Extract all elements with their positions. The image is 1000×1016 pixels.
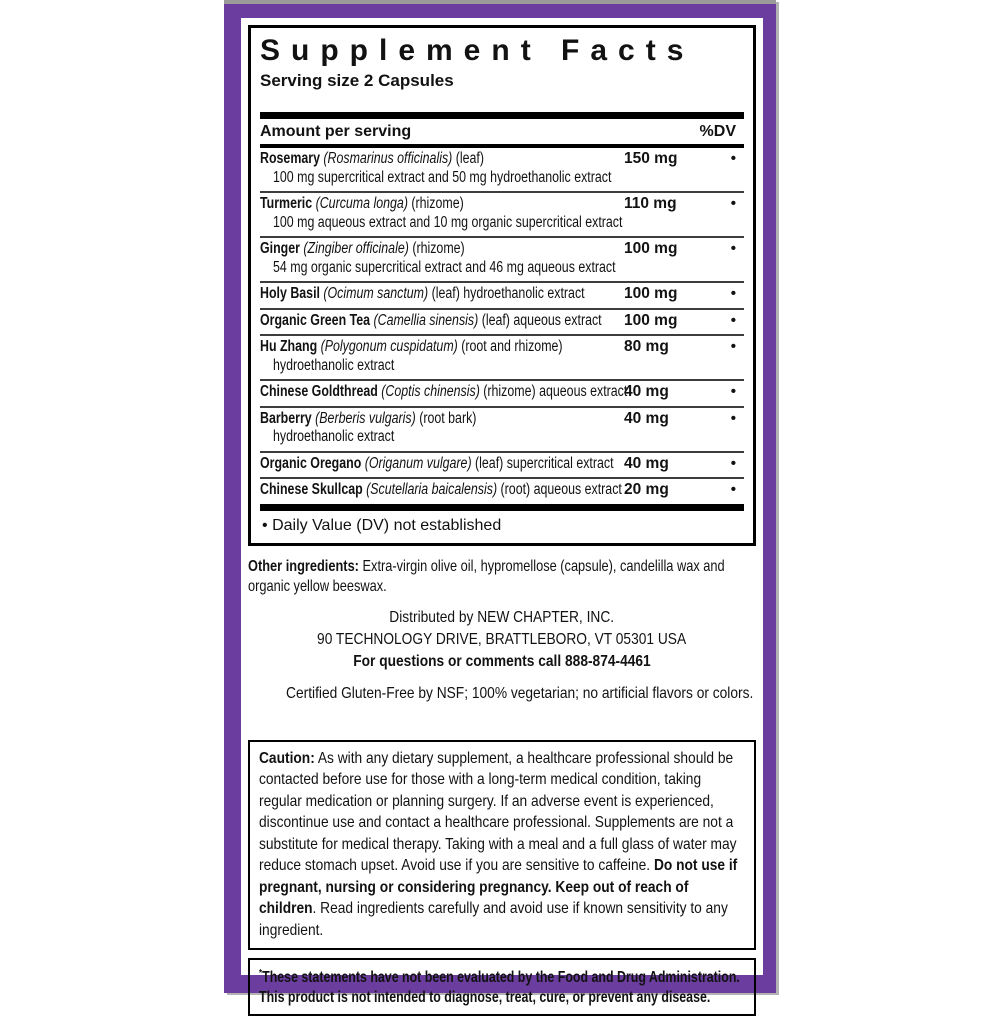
- ingredient-name: Chinese Goldthread: [260, 383, 378, 400]
- ingredient-name: Organic Green Tea: [260, 311, 371, 329]
- dv-bullet: •: [730, 150, 736, 167]
- ingredient-latin: (Origanum vulgare): [364, 454, 472, 472]
- ingredient-subtext: 100 mg supercritical extract and 50 mg hydroethanolic extract: [273, 168, 612, 186]
- ingredient-detail: (rhizome): [412, 240, 465, 257]
- ingredient-name: Chinese Skullcap: [260, 481, 363, 498]
- ingredient-row-goldthread: [260, 379, 744, 406]
- other-ingredients-label: Other ingredients:: [248, 557, 359, 575]
- ingredient-name: Turmeric: [260, 195, 313, 212]
- ingredient-name: Barberry: [260, 409, 312, 427]
- ingredient-detail: (root and rhizome): [461, 338, 563, 355]
- certification-line: Certified Gluten-Free by NSF; 100% vegetarian; no artificial flavors or colors.: [286, 684, 754, 702]
- ingredient-amount: 80 mg: [624, 338, 669, 355]
- ingredient-latin: (Ocimum sanctum): [323, 285, 429, 302]
- caution-paragraph: [259, 748, 745, 942]
- ingredient-amount: 150 mg: [624, 150, 678, 167]
- ingredient-amount: 110 mg: [624, 195, 677, 212]
- ingredient-amount: 100 mg: [624, 285, 678, 302]
- dv-bullet: •: [730, 454, 736, 472]
- ingredient-subtext: hydroethanolic extract: [273, 428, 395, 445]
- ingredient-row-barberry: [260, 406, 744, 451]
- distributor-block: [248, 607, 756, 673]
- caution-box: [248, 740, 756, 951]
- label-purple-frame: [224, 0, 776, 1006]
- ingredient-latin: (Coptis chinensis): [381, 383, 480, 400]
- ingredient-detail: (rhizome) aqueous extract: [483, 383, 628, 400]
- amount-per-serving-header: Amount per serving: [260, 123, 412, 140]
- ingredient-latin: (Scutellaria baicalensis): [366, 481, 498, 498]
- ingredient-detail: (root) aqueous extract: [500, 481, 622, 498]
- ingredient-detail: (leaf): [455, 150, 484, 167]
- ingredient-latin: (Zingiber officinale): [303, 240, 409, 257]
- caution-text-end: . Read ingredients carefully and avoid use if known sensitivity to any ingredient.: [259, 900, 728, 939]
- facts-header-row: [260, 119, 744, 144]
- ingredient-subtext: 54 mg organic supercritical extract and 46 mg aqueous extract: [273, 258, 616, 276]
- ingredient-detail: (root bark): [419, 409, 477, 427]
- ingredient-row-rosemary: [260, 148, 744, 191]
- ingredient-latin: (Curcuma longa): [315, 195, 408, 212]
- ingredient-row-hu-zhang: [260, 334, 744, 379]
- ingredient-subtext: hydroethanolic extract: [273, 356, 395, 374]
- label-inner-panel: [241, 18, 763, 1006]
- other-ingredients-text: Extra-virgin olive oil, hypromellose (capsule), candelilla wax and organic yellow beeswax.: [248, 557, 725, 595]
- ingredient-latin: (Berberis vulgaris): [315, 409, 416, 427]
- ingredient-row-green-tea: [260, 308, 744, 335]
- fda-disclaimer-box: [248, 958, 756, 1016]
- caution-bold-warning: Do not use if pregnant, nursing or considering pregnancy. Keep out of reach of children: [259, 857, 738, 917]
- ingredient-detail: (leaf) supercritical extract: [475, 454, 614, 472]
- ingredient-detail: (rhizome): [411, 195, 464, 212]
- ingredient-subtext: 100 mg aqueous extract and 10 mg organic supercritical extract: [273, 213, 623, 231]
- ingredient-row-turmeric: [260, 191, 744, 236]
- dv-bullet: •: [730, 409, 736, 427]
- dv-bullet: •: [730, 285, 736, 302]
- supplement-facts-title: Supplement Facts: [260, 34, 695, 67]
- ingredient-amount: 40 mg: [624, 454, 669, 472]
- ingredient-detail: (leaf) hydroethanolic extract: [431, 285, 585, 302]
- supplement-facts-box: [248, 25, 756, 546]
- ingredient-detail: (leaf) aqueous extract: [481, 311, 602, 329]
- dv-bullet: •: [730, 195, 736, 212]
- disclaimer-line1: These statements have not been evaluated by the Food and Drug Administration.: [262, 969, 740, 986]
- distributor-phone-line: For questions or comments call 888-874-4461: [353, 652, 651, 670]
- distributor-line1: Distributed by NEW CHAPTER, INC.: [389, 608, 615, 626]
- dv-bullet: •: [730, 383, 736, 400]
- serving-size: Serving size 2 Capsules: [260, 71, 454, 90]
- footnote-bullet: •: [262, 516, 268, 534]
- ingredient-row-ginger: [260, 236, 744, 281]
- dv-footnote: [260, 511, 744, 536]
- caution-text: As with any dietary supplement, a healthcare professional should be contacted before use for those with a long-term medical condition, taking regular medication or planning surgery. If an adverse event is experienced, discontinue use and contact a healthcare professional. Supplements are not a substitute for medical therapy. Taking with a meal and a full glass of water may reduce stomach upset. Avoid use if you are sensitive to caffeine.: [259, 749, 737, 874]
- ingredient-latin: (Polygonum cuspidatum): [320, 338, 458, 355]
- dv-header: %DV: [699, 123, 736, 140]
- ingredient-row-skullcap: [260, 477, 744, 504]
- ingredient-name: Hu Zhang: [260, 338, 318, 355]
- ingredient-amount: 100 mg: [624, 240, 678, 257]
- ingredient-amount: 20 mg: [624, 481, 669, 498]
- dv-bullet: •: [730, 481, 736, 498]
- caution-label: Caution:: [259, 749, 315, 767]
- other-ingredients: [248, 557, 756, 598]
- divider-thick-top: [260, 112, 744, 119]
- ingredient-amount: 100 mg: [624, 311, 678, 329]
- dv-bullet: •: [730, 338, 736, 355]
- dv-bullet: •: [730, 240, 736, 257]
- distributor-line2: 90 TECHNOLOGY DRIVE, BRATTLEBORO, VT 05301 USA: [317, 630, 687, 648]
- dv-bullet: •: [730, 311, 736, 329]
- footnote-text: Daily Value (DV) not established: [272, 516, 502, 534]
- ingredient-row-holy-basil: [260, 281, 744, 308]
- ingredient-amount: 40 mg: [624, 409, 669, 427]
- ingredient-latin: (Rosmarinus officinalis): [323, 150, 453, 167]
- ingredient-row-oregano: [260, 451, 744, 478]
- disclaimer-asterisk: *: [259, 968, 263, 979]
- divider-thick-bottom: [260, 504, 744, 511]
- ingredient-name: Ginger: [260, 240, 300, 257]
- ingredient-name: Organic Oregano: [260, 454, 362, 472]
- spacer: [260, 91, 744, 112]
- ingredient-name: Holy Basil: [260, 285, 320, 302]
- ingredient-amount: 40 mg: [624, 383, 669, 400]
- ingredient-latin: (Camellia sinensis): [373, 311, 479, 329]
- disclaimer-line2: This product is not intended to diagnose, treat, cure, or prevent any disease.: [259, 989, 711, 1006]
- ingredient-name: Rosemary: [260, 150, 320, 167]
